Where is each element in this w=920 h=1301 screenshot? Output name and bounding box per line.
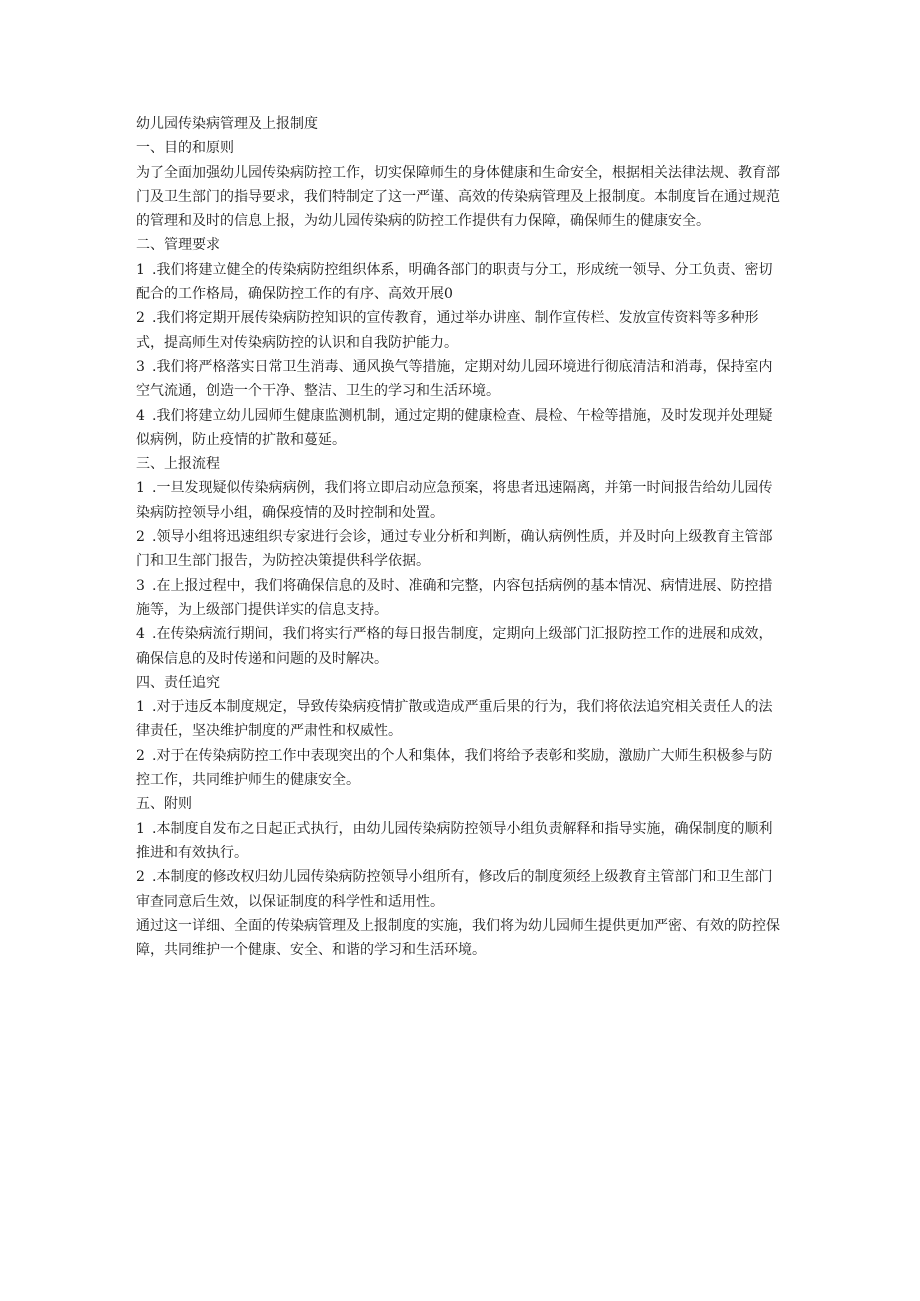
list-item	[136, 306, 784, 355]
section-heading-reporting: 三、上报流程	[136, 456, 220, 473]
list-item	[136, 695, 784, 744]
list-item-number: 2	[136, 529, 145, 546]
list-item	[136, 258, 784, 307]
list-item	[136, 817, 784, 866]
list-item-number: 2	[136, 310, 145, 327]
list-item	[136, 744, 784, 793]
list-item	[136, 622, 784, 671]
section-heading-supplementary: 五、附则	[136, 796, 192, 813]
list-item-text: .领导小组将迅速组织专家进行会诊，通过专业分析和判断，确认病例性质，并及时向上级教育主管部门和卫生部门报告，为防控决策提供科学依据。	[136, 529, 773, 570]
list-item-text: .对于在传染病防控工作中表现突出的个人和集体，我们将给予表彰和奖励，激励广大师生积极参与防控工作，共同维护师生的健康安全。	[136, 747, 773, 789]
list-item-text: .对于违反本制度规定，导致传染病疫情扩散或造成严重后果的行为，我们将依法追究相关责任人的法律责任，坚决维护制度的严肃性和权威性。	[136, 699, 773, 740]
list-item-text: .在传染病流行期间，我们将实行严格的每日报告制度，定期向上级部门汇报防控工作的进展和成效，确保信息的及时传递和问题的及时解决。	[136, 626, 773, 667]
list-item-number: 1	[136, 480, 145, 497]
list-item-number: 4	[136, 407, 145, 424]
list-item-number: 1	[136, 261, 145, 278]
list-item	[136, 574, 784, 623]
document-title: 幼儿园传染病管理及上报制度	[136, 116, 318, 132]
list-item	[136, 476, 784, 525]
document-body	[136, 112, 784, 962]
list-item-text: .本制度自发布之日起正式执行，由幼儿园传染病防控领导小组负责解释和指导实施，确保制度的顺利推进和有效执行。	[136, 820, 773, 861]
section-heading-accountability: 四、责任追究	[136, 674, 220, 691]
list-item-text: .在上报过程中，我们将确保信息的及时、准确和完整，内容包括病例的基本情况、病情进展、防控措施等，为上级部门提供详实的信息支持。	[136, 577, 773, 618]
list-item-number: 4	[136, 626, 145, 643]
list-item	[136, 525, 784, 574]
list-item-number: 2	[136, 869, 145, 886]
list-item-text: .一旦发现疑似传染病病例，我们将立即启动应急预案，将患者迅速隔离，并第一时间报告给幼儿园传染病防控领导小组，确保疫情的及时控制和处置。	[136, 480, 773, 521]
list-item-number: 1	[136, 699, 145, 716]
section-heading-management: 二、管理要求	[136, 237, 220, 254]
list-item-number: 2	[136, 747, 145, 764]
list-item	[136, 355, 784, 404]
section-heading-purpose: 一、目的和原则	[136, 140, 234, 157]
list-item-number: 3	[136, 358, 145, 375]
list-item-text: .我们将建立幼儿园师生健康监测机制，通过定期的健康检查、晨检、午检等措施，及时发现并处理疑似病例，防止疫情的扩散和蔓延。	[136, 407, 773, 448]
list-item-text: .本制度的修改权归幼儿园传染病防控领导小组所有，修改后的制度须经上级教育主管部门和卫生部门审查同意后生效，以保证制度的科学性和适用性。	[136, 869, 773, 910]
list-item-text: .我们将建立健全的传染病防控组织体系，明确各部门的职责与分工，形成统一领导、分工负责、密切配合的工作格局，确保防控工作的有序、高效开展0	[136, 261, 773, 303]
closing-paragraph: 通过这一详细、全面的传染病管理及上报制度的实施，我们将为幼儿园师生提供更加严密、有效的防控保障，共同维护一个健康、安全、和谐的学习和生活环境。	[136, 917, 780, 959]
list-item-number: 1	[136, 820, 145, 837]
list-item	[136, 865, 784, 914]
list-item-text: .我们将定期开展传染病防控知识的宣传教育，通过举办讲座、制作宣传栏、发放宣传资料等多种形式，提高师生对传染病防控的认识和自我防护能力。	[136, 310, 759, 351]
list-item-text: .我们将严格落实日常卫生消毒、通风换气等措施，定期对幼儿园环境进行彻底清洁和消毒，保持室内空气流通，创造一个干净、整洁、卫生的学习和生活环境。	[136, 358, 773, 400]
section-paragraph: 为了全面加强幼儿园传染病防控工作，切实保障师生的身体健康和生命安全，根据相关法律法规、教育部门及卫生部门的指导要求，我们特制定了这一严谨、高效的传染病管理及上报制度。本制度旨在通过规范的管理和及时的信息上报，为幼儿园传染病的防控工作提供有力保障，确保师生的健康安全。	[136, 164, 780, 230]
list-item	[136, 404, 784, 453]
list-item-number: 3	[136, 577, 145, 594]
